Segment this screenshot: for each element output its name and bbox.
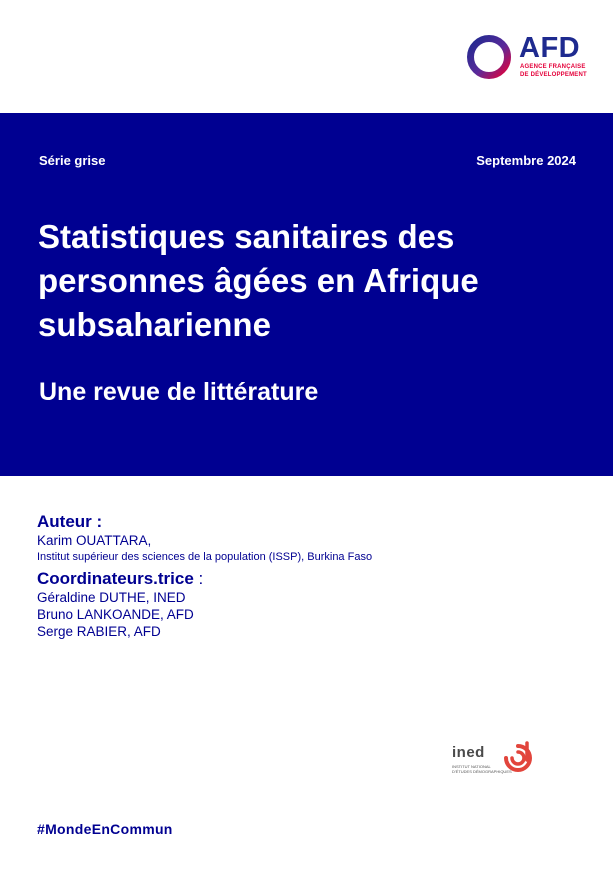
ined-spiral-icon <box>498 738 538 778</box>
ined-logo-word: ined <box>452 744 485 761</box>
author-name: Karim OUATTARA, <box>37 533 152 548</box>
afd-logo-subtitle-line1: AGENCE FRANÇAISE <box>520 64 586 70</box>
coordinator-name: Géraldine DUTHE, INED <box>37 590 186 605</box>
afd-ring-icon <box>466 34 512 80</box>
document-title: Statistiques sanitaires des personnes âgées en Afrique subsaharienne <box>38 218 479 343</box>
afd-logo-subtitle <box>520 64 590 79</box>
document-subtitle: Une revue de littérature <box>39 378 319 406</box>
hashtag-footer: #MondeEnCommun <box>37 821 173 837</box>
author-affiliation: Institut supérieur des sciences de la population (ISSP), Burkina Faso <box>37 551 373 563</box>
title-banner <box>0 113 613 476</box>
coordinators-heading <box>37 569 477 589</box>
coordinators-heading-text: Coordinateurs.trice <box>37 569 194 588</box>
coordinator-name: Serge RABIER, AFD <box>37 624 161 639</box>
series-label: Série grise <box>39 153 106 168</box>
afd-logo-subtitle-line2: DE DÉVELOPPEMENT <box>520 71 587 78</box>
ined-logo <box>452 738 542 778</box>
coordinator-name: Bruno LANKOANDE, AFD <box>37 607 194 622</box>
afd-logo <box>466 32 587 81</box>
author-heading: Auteur : <box>37 512 103 531</box>
ined-logo-subtitle-line2: D'ÉTUDES DÉMOGRAPHIQUES <box>452 769 512 774</box>
afd-logo-word: AFD <box>519 32 581 64</box>
publication-date: Septembre 2024 <box>476 153 576 168</box>
ined-logo-subtitle-line1: INSTITUT NATIONAL <box>452 764 491 769</box>
credits-block <box>37 512 477 640</box>
coordinators-heading-colon: : <box>193 569 204 588</box>
